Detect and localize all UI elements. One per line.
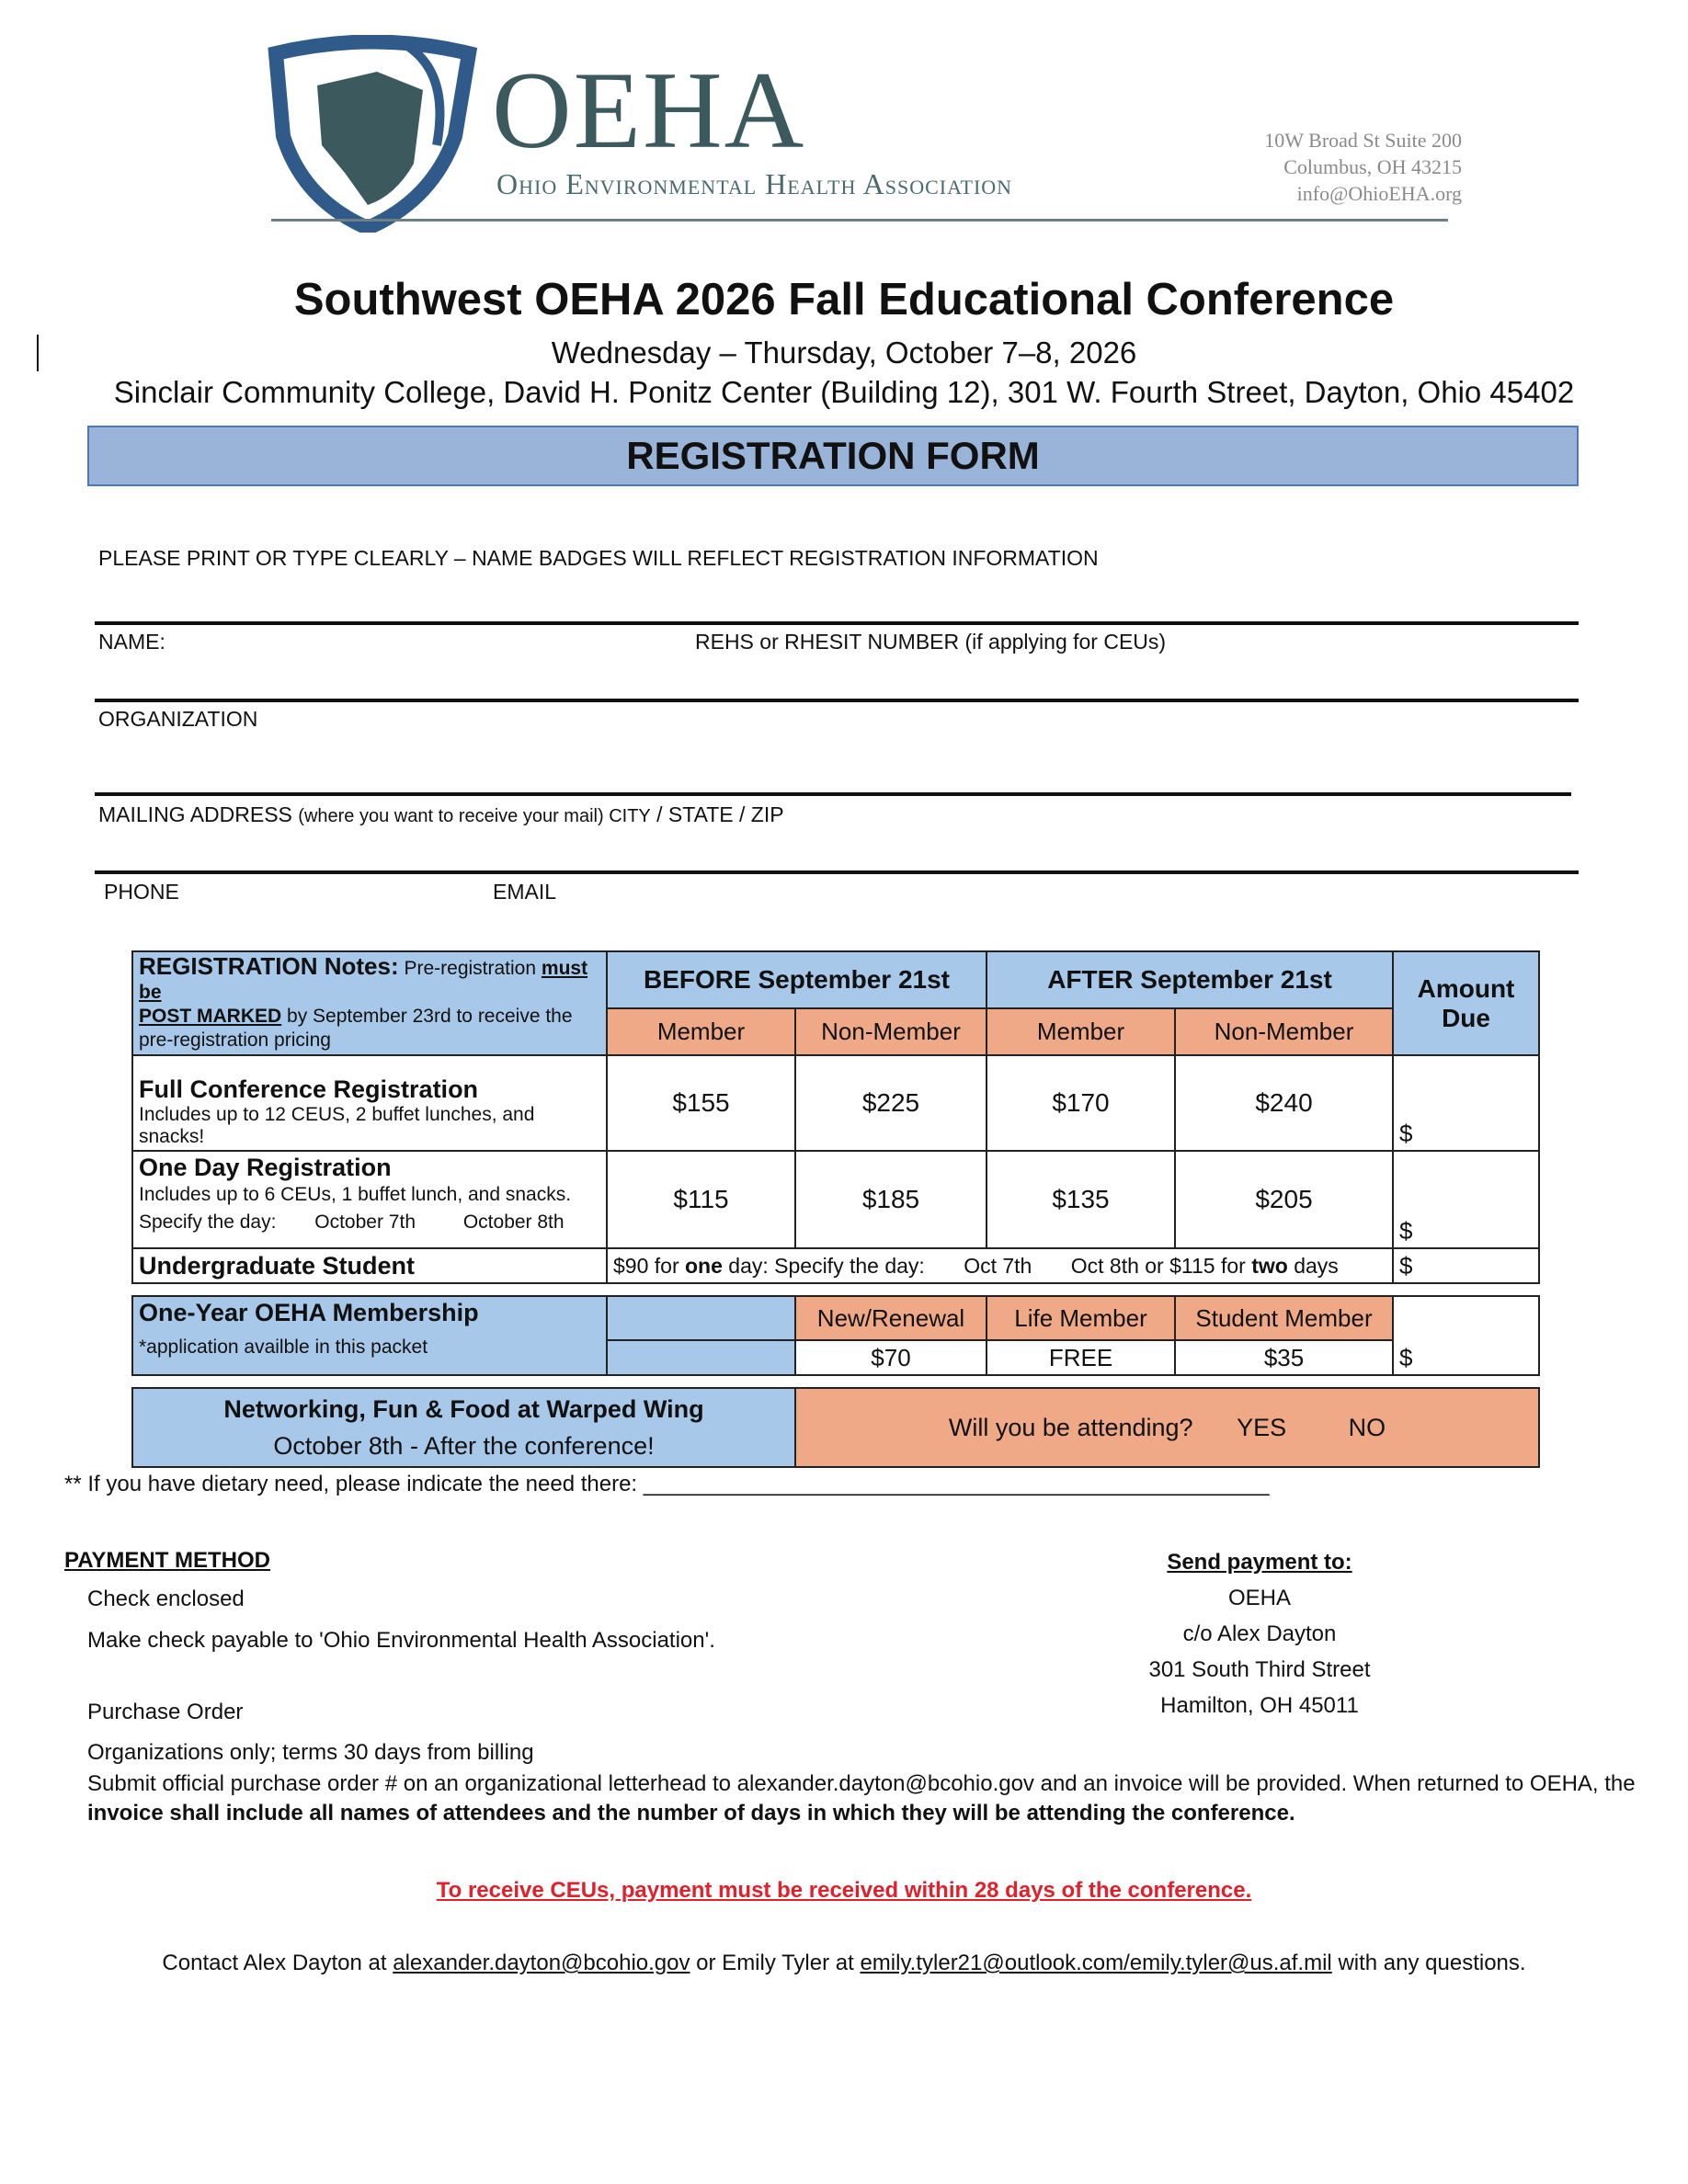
networking-title: Networking, Fun & Food at Warped Wing xyxy=(223,1395,704,1423)
attending-yes-option[interactable]: YES xyxy=(1237,1413,1287,1441)
life-member-header: Life Member xyxy=(987,1296,1175,1340)
undergrad-options xyxy=(607,1248,1393,1283)
undergrad-text: day: Specify the day: xyxy=(728,1253,925,1278)
price-cell[interactable]: FREE xyxy=(987,1340,1175,1375)
after-sep21-header: AFTER September 21st xyxy=(987,951,1393,1008)
attendance-question xyxy=(795,1388,1539,1467)
membership-spacer xyxy=(607,1340,795,1375)
non-member-col-header: Non-Member xyxy=(795,1008,987,1055)
price-cell[interactable]: $205 xyxy=(1175,1151,1393,1248)
dietary-need-field[interactable]: ** If you have dietary need, please indicate the need there: ___________________________________________________ xyxy=(64,1472,1270,1496)
registration-notes xyxy=(132,951,607,1055)
email-field-label[interactable]: EMAIL xyxy=(493,880,557,904)
ceu-deadline-note: To receive CEUs, payment must be received within 28 days of the conference. xyxy=(436,1878,1252,1903)
logo-org-name: Ohio Environmental Health Association xyxy=(496,167,1013,200)
po-instructions xyxy=(87,1769,1650,1828)
amount-due-field[interactable]: $ xyxy=(1393,1248,1539,1283)
undergrad-text: $90 for xyxy=(613,1253,679,1278)
price-cell[interactable]: $185 xyxy=(795,1151,987,1248)
contact-text: or Emily Tyler at xyxy=(696,1951,854,1975)
mailing-address-label: MAILING ADDRESS xyxy=(98,802,292,826)
po-terms-text: Organizations only; terms 30 days from billing xyxy=(87,1740,534,1765)
one-day-desc: Includes up to 6 CEUs, 1 buffet lunch, and snacks. xyxy=(139,1184,572,1205)
undergrad-oct8-option[interactable]: Oct 8th or $115 for xyxy=(1070,1253,1246,1278)
one-day-specify xyxy=(139,1209,600,1236)
undergrad-text: days xyxy=(1294,1253,1339,1278)
undergrad-text: two xyxy=(1251,1253,1288,1278)
amount-due-header: Amount Due xyxy=(1393,951,1539,1055)
field-line xyxy=(95,792,1571,796)
instructions-text: PLEASE PRINT OR TYPE CLEARLY – NAME BADGES WILL REFLECT REGISTRATION INFORMATION xyxy=(98,546,1099,570)
price-cell[interactable]: $225 xyxy=(795,1055,987,1151)
rehs-field-label[interactable]: REHS or RHESIT NUMBER (if applying for CEUs) xyxy=(695,630,1167,654)
undergrad-oct7-option[interactable]: Oct 7th xyxy=(964,1253,1032,1278)
undergrad-text: one xyxy=(685,1253,723,1278)
full-conference-title: Full Conference Registration xyxy=(139,1075,479,1103)
member-col-header: Member xyxy=(987,1008,1175,1055)
send-payment-to xyxy=(1076,1544,1443,1723)
state-zip-label: / STATE / ZIP xyxy=(656,802,784,826)
contact-info xyxy=(0,1951,1688,1976)
one-day-title: One Day Registration xyxy=(139,1154,392,1181)
payee-line: c/o Alex Dayton xyxy=(1182,1621,1337,1646)
page-title: Southwest OEHA 2026 Fall Educational Conference xyxy=(293,275,1395,324)
membership-title: One-Year OEHA Membership xyxy=(139,1299,479,1326)
logo-wordmark: OEHA xyxy=(492,49,806,171)
field-line xyxy=(95,870,1579,874)
attending-no-option[interactable]: NO xyxy=(1348,1413,1386,1441)
address-email: info@OhioEHA.org xyxy=(1296,182,1462,205)
notes-emphasis: must be xyxy=(139,958,588,1003)
payee-line: 301 South Third Street xyxy=(1148,1657,1371,1682)
organization-field-label[interactable]: ORGANIZATION xyxy=(98,707,258,731)
price-cell[interactable]: $135 xyxy=(987,1151,1175,1248)
networking-event xyxy=(132,1388,795,1467)
conference-venue: Sinclair Community College, David H. Ponitz Center (Building 12), 301 W. Fourth Street, Dayton, Ohio 45402 xyxy=(113,375,1575,409)
member-col-header: Member xyxy=(607,1008,795,1055)
notes-text: by September 23rd to receive the pre-registration pricing xyxy=(139,1006,573,1051)
price-cell[interactable]: $70 xyxy=(795,1340,987,1375)
payee-line: Hamilton, OH 45011 xyxy=(1160,1693,1359,1718)
amount-due-field[interactable]: $ xyxy=(1393,1055,1539,1151)
contact-text: with any questions. xyxy=(1338,1951,1526,1975)
oct7-option[interactable]: October 7th xyxy=(314,1211,416,1233)
check-enclosed-option[interactable]: Check enclosed xyxy=(87,1587,245,1611)
address-line: 10W Broad St Suite 200 xyxy=(1264,129,1462,152)
student-member-header: Student Member xyxy=(1175,1296,1393,1340)
field-line xyxy=(95,621,1579,625)
contact-email-link[interactable]: emily.tyler21@outlook.com/emily.tyler@us.af.mil xyxy=(860,1951,1332,1975)
notes-emphasis: POST MARKED xyxy=(139,1006,282,1027)
price-cell[interactable]: $155 xyxy=(607,1055,795,1151)
address-line: Columbus, OH 43215 xyxy=(1283,155,1462,178)
membership-spacer xyxy=(607,1296,795,1340)
contact-text: Contact Alex Dayton at xyxy=(162,1951,387,1975)
send-payment-heading: Send payment to: xyxy=(1167,1550,1352,1575)
membership-row-label xyxy=(132,1296,607,1375)
attending-question-label: Will you be attending? xyxy=(948,1413,1193,1441)
new-renewal-header: New/Renewal xyxy=(795,1296,987,1340)
notes-text: Pre-registration xyxy=(404,958,537,979)
conference-dates: Wednesday – Thursday, October 7–8, 2026 xyxy=(551,336,1137,370)
pricing-table xyxy=(131,950,1538,1468)
undergrad-title: Undergraduate Student xyxy=(132,1248,607,1283)
phone-field-label[interactable]: PHONE xyxy=(104,880,179,904)
mailing-address-field-label[interactable] xyxy=(98,802,784,827)
po-bold-text: invoice shall include all names of attendees and the number of days in which they will be attending the conference. xyxy=(87,1801,1295,1826)
amount-due-field[interactable]: $ xyxy=(1393,1151,1539,1248)
price-cell[interactable]: $240 xyxy=(1175,1055,1393,1151)
payee-line: OEHA xyxy=(1227,1586,1291,1610)
specify-day-label: Specify the day: xyxy=(139,1211,277,1233)
one-day-row-label xyxy=(132,1151,607,1248)
registration-form-banner: REGISTRATION FORM xyxy=(87,426,1579,486)
full-conference-row-label xyxy=(132,1055,607,1151)
amount-due-field[interactable]: $ xyxy=(1393,1296,1539,1375)
check-payable-text: Make check payable to 'Ohio Environmental Health Association'. xyxy=(87,1628,715,1653)
purchase-order-option[interactable]: Purchase Order xyxy=(87,1700,244,1724)
po-submit-text: Submit official purchase order # on an organizational letterhead to alexander.dayton@bcohio.gov and an invoice will be provided. When returned to OEHA, the xyxy=(87,1771,1636,1796)
mailing-address-hint: (where you want to receive your mail) CITY xyxy=(298,806,651,826)
non-member-col-header: Non-Member xyxy=(1175,1008,1393,1055)
field-line xyxy=(95,699,1579,702)
price-cell[interactable]: $35 xyxy=(1175,1340,1393,1375)
oeha-logo-shield xyxy=(267,35,478,233)
membership-note: *application availble in this packet xyxy=(139,1337,428,1358)
notes-title: REGISTRATION Notes: xyxy=(139,952,399,980)
header-divider xyxy=(271,219,1448,222)
contact-email-link[interactable]: alexander.dayton@bcohio.gov xyxy=(393,1951,690,1975)
price-cell[interactable]: $115 xyxy=(607,1151,795,1248)
networking-date: October 8th - After the conference! xyxy=(273,1432,655,1460)
full-conference-desc: Includes up to 12 CEUS, 2 buffet lunches, and snacks! xyxy=(139,1104,535,1147)
before-sep21-header: BEFORE September 21st xyxy=(607,951,987,1008)
name-field-label[interactable]: NAME: xyxy=(98,630,165,654)
oct8-option[interactable]: October 8th xyxy=(462,1211,565,1233)
org-address xyxy=(1186,127,1462,207)
payment-method-heading: PAYMENT METHOD xyxy=(64,1548,271,1573)
price-cell[interactable]: $170 xyxy=(987,1055,1175,1151)
